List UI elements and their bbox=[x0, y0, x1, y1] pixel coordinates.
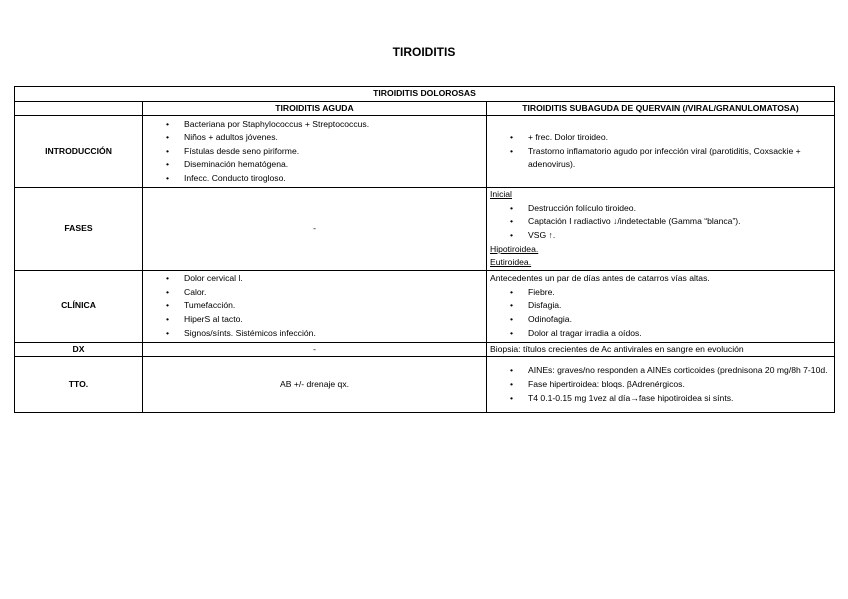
tto-subaguda-cell bbox=[487, 357, 835, 413]
dx-aguda-cell: - bbox=[143, 342, 487, 357]
list-item: • Calor. bbox=[146, 286, 483, 300]
list-item: • Diseminación hematógena. bbox=[146, 158, 483, 172]
list-item: • Disfagia. bbox=[490, 299, 831, 313]
header-empty-cell bbox=[15, 101, 143, 116]
row-label-introduccion: INTRODUCCIÓN bbox=[15, 116, 143, 188]
fase-inicial-heading: Inicial bbox=[490, 189, 512, 200]
tiroiditis-table bbox=[14, 86, 835, 413]
group-header: TIROIDITIS DOLOROSAS bbox=[15, 87, 835, 102]
list-item: • T4 0.1-0.15 mg 1vez al día→fase hipotiroidea si sínts. bbox=[490, 392, 831, 406]
row-label-clinica: CLÍNICA bbox=[15, 270, 143, 342]
introduccion-subaguda-cell bbox=[487, 116, 835, 188]
clinica-aguda-list bbox=[146, 272, 483, 340]
list-item: • Bacteriana por Staphylococcus + Streptococcus. bbox=[146, 118, 483, 132]
tto-aguda-cell: AB +/- drenaje qx. bbox=[143, 357, 487, 413]
col-header-subaguda: TIROIDITIS SUBAGUDA DE QUERVAIN (/VIRAL/GRANULOMATOSA) bbox=[487, 101, 835, 116]
page-title: TIROIDITIS bbox=[392, 45, 456, 59]
fase-hipotiroidea: Hipotiroidea. bbox=[490, 243, 539, 254]
introduccion-subaguda-list bbox=[490, 131, 831, 172]
dx-subaguda-cell: Biopsia: títulos crecientes de Ac antivirales en sangre en evolución bbox=[487, 342, 835, 357]
tto-subaguda-list bbox=[490, 364, 831, 405]
list-item: • Captación I radiactivo ↓/indetectable (Gamma “blanca”). bbox=[490, 215, 831, 229]
clinica-subaguda-cell bbox=[487, 270, 835, 342]
list-item: • Trastorno inflamatorio agudo por infección viral (parotiditis, Coxsackie + adenovirus). bbox=[490, 145, 831, 172]
list-item: • Signos/sínts. Sistémicos infección. bbox=[146, 327, 483, 341]
introduccion-aguda-list bbox=[146, 118, 483, 186]
clinica-aguda-cell bbox=[143, 270, 487, 342]
list-item: • VSG ↑. bbox=[490, 229, 831, 243]
row-label-dx: DX bbox=[15, 342, 143, 357]
clinica-subaguda-intro: Antecedentes un par de días antes de catarros vías altas. bbox=[490, 273, 710, 284]
clinica-subaguda-list bbox=[490, 286, 831, 340]
list-item: • Dolor al tragar irradia a oídos. bbox=[490, 327, 831, 341]
row-label-fases: FASES bbox=[15, 188, 143, 271]
introduccion-aguda-cell bbox=[143, 116, 487, 188]
list-item: • Destrucción folículo tiroideo. bbox=[490, 202, 831, 216]
list-item: • Fiebre. bbox=[490, 286, 831, 300]
list-item: • Infecc. Conducto tirogloso. bbox=[146, 172, 483, 186]
fases-subaguda-list bbox=[490, 202, 831, 243]
list-item: • HiperS al tacto. bbox=[146, 313, 483, 327]
list-item: • AINEs: graves/no responden a AINEs corticoides (prednisona 20 mg/8h 7-10d. bbox=[490, 364, 831, 378]
list-item: • + frec. Dolor tiroideo. bbox=[490, 131, 831, 145]
list-item: • Fístulas desde seno piriforme. bbox=[146, 145, 483, 159]
col-header-aguda: TIROIDITIS AGUDA bbox=[143, 101, 487, 116]
row-label-tto: TTO. bbox=[15, 357, 143, 413]
fases-aguda-cell: - bbox=[143, 188, 487, 271]
list-item: • Dolor cervical l. bbox=[146, 272, 483, 286]
fase-eutiroidea: Eutiroidea. bbox=[490, 257, 532, 268]
list-item: • Tumefacción. bbox=[146, 299, 483, 313]
fases-subaguda-cell bbox=[487, 188, 835, 271]
list-item: • Odinofagia. bbox=[490, 313, 831, 327]
list-item: • Niños + adultos jóvenes. bbox=[146, 131, 483, 145]
list-item: • Fase hipertiroidea: bloqs. βAdrenérgicos. bbox=[490, 378, 831, 392]
